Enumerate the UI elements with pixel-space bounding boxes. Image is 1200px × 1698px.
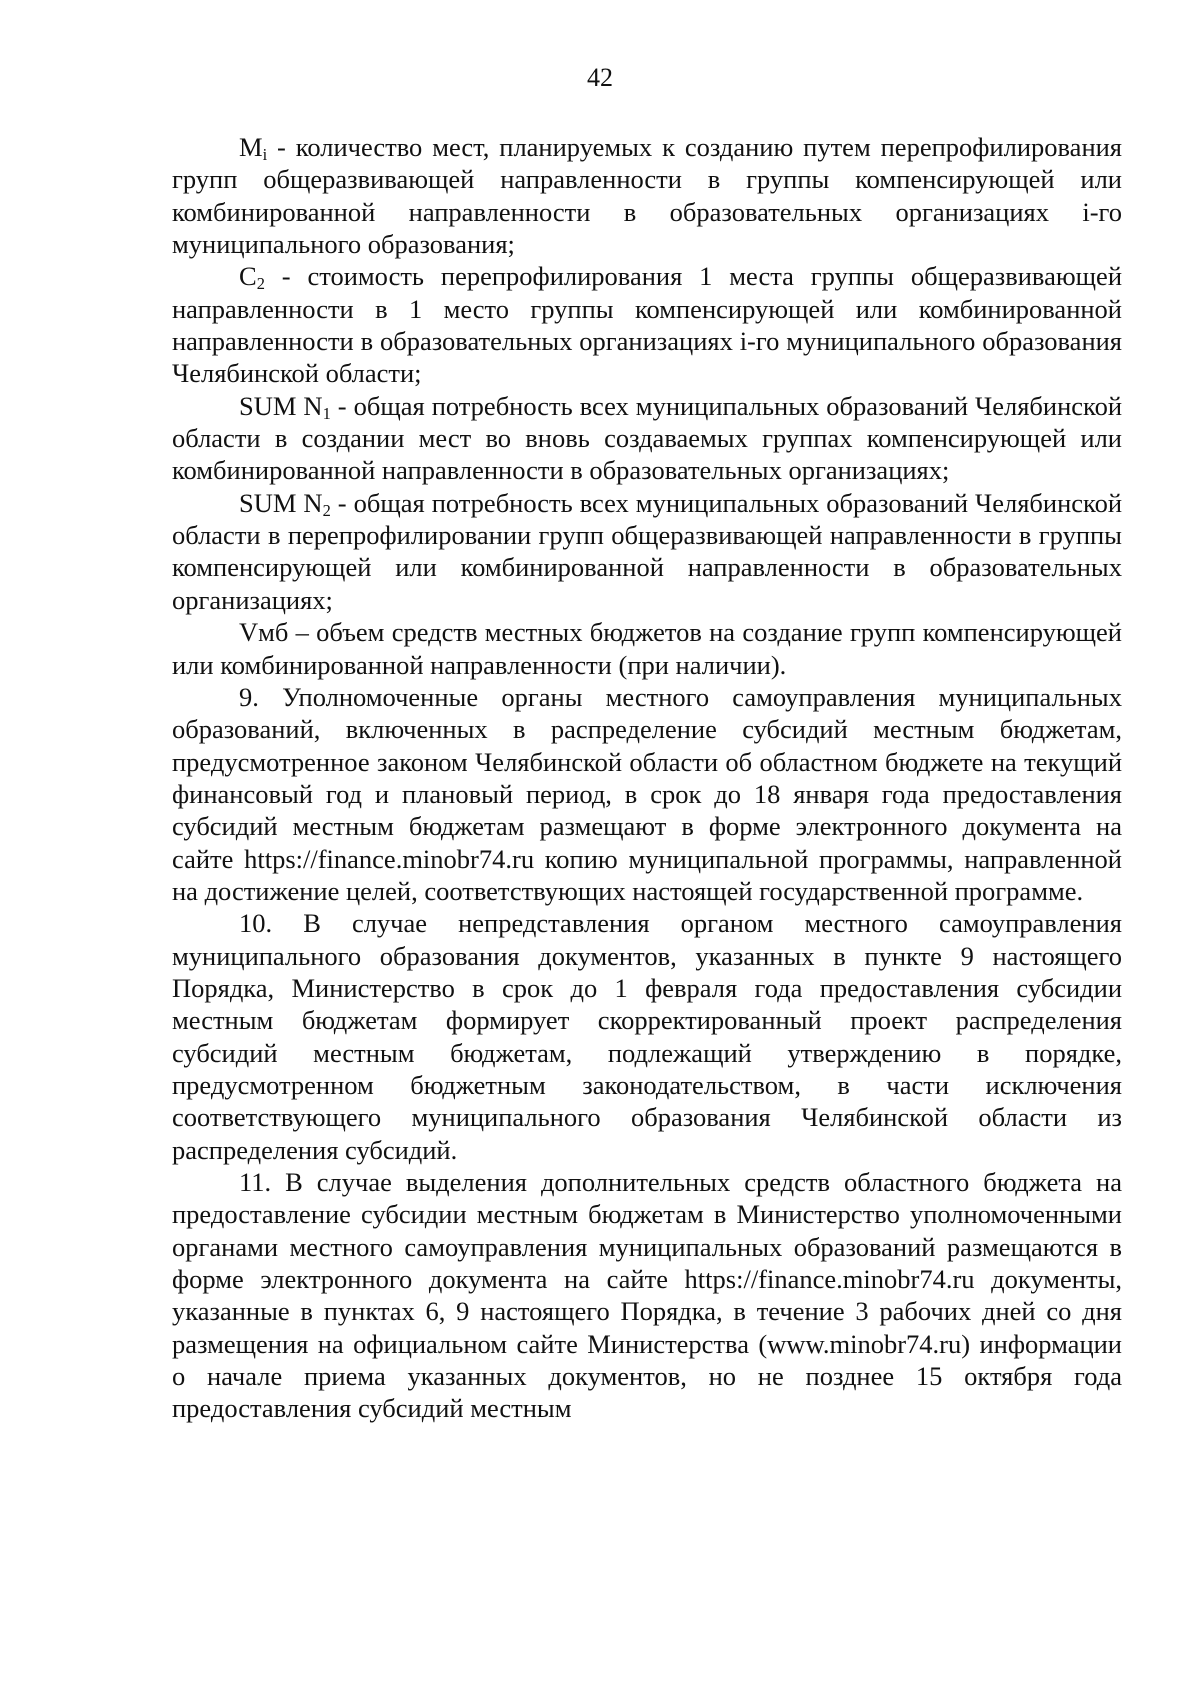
paragraph-11: 11. В случае выделения дополнительных средств областного бюджета на предоставление субсидии местным бюджетам в Министерство уполномоченными органами местного самоуправления муниципальных образований размещаются в форме электронного документа на сайте https://finance.minobr74.ru документы, указанные в пунктах 6, 9 настоящего Порядка, в течение 3 рабочих дней со дня размещения на официальном сайте Министерства (www.minobr74.ru) информации о начале приема указанных документов, но не позднее 15 октября года предоставления субсидий местным [172, 1167, 1122, 1424]
symbol-subscript: 2 [322, 500, 331, 520]
definition-text: - количество мест, планируемых к созданию путем перепрофилирования групп общеразвивающей направленности в группы компенсирующей или комбинированной направленности в образовательных организациях i-го муниципального образования; [172, 132, 1122, 260]
symbol-subscript: 2 [256, 274, 265, 294]
definition-sum-n2 [172, 487, 1122, 616]
definition-text: – объем средств местных бюджетов на создание групп компенсирующей или комбинированной направленности (при наличии). [172, 617, 1122, 680]
symbol: M [239, 132, 263, 162]
definition-mi [172, 131, 1122, 260]
definition-vmb [172, 616, 1122, 681]
definition-text: - общая потребность всех муниципальных образований Челябинской области в создании мест во вновь создаваемых группах компенсирующей или комбинированной направленности в образовательных организациях; [172, 390, 1123, 486]
definition-sum-n1 [172, 390, 1122, 487]
page-number: 42 [587, 63, 613, 92]
paragraph-9: 9. Уполномоченные органы местного самоуправления муниципальных образований, включенных в распределение субсидий местным бюджетам, предусмотренное законом Челябинской области об областном бюджете на текущий финансовый год и плановый период, в срок до 18 января года предоставления субсидий местным бюджетам размещают в форме электронного документа на сайте https://finance.minobr74.ru копию муниципальной программы, направленной на достижение целей, соответствующих настоящей государственной программе. [172, 681, 1122, 906]
symbol-subscript: 1 [322, 403, 331, 423]
symbol: SUM N [239, 390, 323, 421]
symbol: Vмб [239, 617, 289, 648]
symbol-subscript: i [262, 145, 268, 165]
symbol: SUM N [239, 487, 323, 518]
paragraph-10: 10. В случае непредставления органом местного самоуправления муниципального образования документов, указанных в пункте 9 настоящего Порядка, Министерство в срок до 1 февраля года предоставления субсидии местным бюджетам формирует скорректированный проект распределения субсидий местным бюджетам, подлежащий утверждению в порядке, предусмотренном бюджетным законодательством, в части исключения соответствующего муниципального образования Челябинской области из распределения субсидий. [172, 908, 1122, 1165]
definition-text: - общая потребность всех муниципальных образований Челябинской области в перепрофилировании групп общеразвивающей направленности в группы компенсирующей или комбинированной направленности в образовательных организациях; [172, 487, 1123, 615]
definition-text: - стоимость перепрофилирования 1 места группы общеразвивающей направленности в 1 место группы компенсирующей или комбинированной направленности в образовательных организациях i-го муниципального образования Челябинской области; [172, 261, 1122, 389]
document-body [172, 131, 1122, 1425]
symbol: C [239, 261, 257, 292]
definition-c2 [172, 260, 1122, 389]
